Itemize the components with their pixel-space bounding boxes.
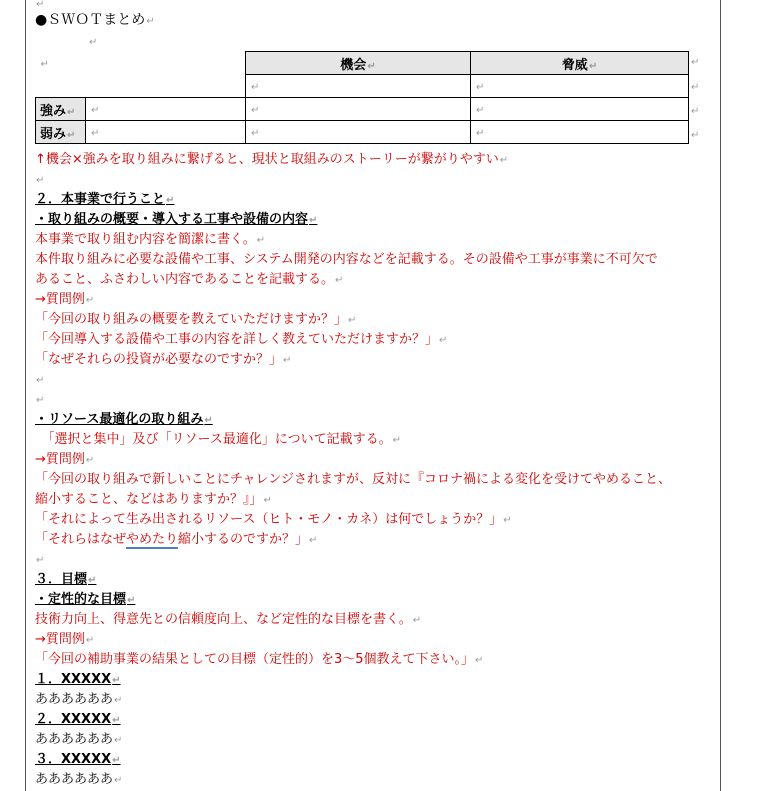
question-line: 「それによって生み出されるリソース（ヒト・モノ・カネ）は何でしょうか？」↵ bbox=[35, 512, 512, 527]
table-cell: ↵ bbox=[471, 98, 689, 121]
weakness-row-header: 弱み↵ bbox=[36, 121, 86, 144]
paragraph-mark: ↵ bbox=[36, 375, 45, 386]
threat-header: 脅威↵ bbox=[471, 52, 689, 75]
section2-heading: ２．本事業で行うこと↵ bbox=[35, 192, 175, 207]
question-line: 「今回の取り組みの概要を教えていただけますか？」↵ bbox=[35, 312, 357, 327]
row-end-mark: ↵ bbox=[691, 57, 700, 68]
question-line: 縮小すること、などはありますか？』」↵ bbox=[35, 492, 272, 507]
row-end-mark: ↵ bbox=[691, 106, 700, 117]
body-line: 技術力向上、得意先との信頼度向上、など定性的な目標を書く。↵ bbox=[35, 612, 422, 627]
goal-item-label: ３．XXXXX↵ bbox=[35, 752, 121, 767]
document-page bbox=[25, 0, 721, 791]
body-line: 本事業で取り組む内容を簡潔に書く。↵ bbox=[35, 232, 266, 247]
section3-sub1-heading: ・定性的な目標↵ bbox=[35, 592, 136, 607]
question-line: 「今回導入する設備や工事の内容を詳しく教えていただけますか？」↵ bbox=[35, 332, 448, 347]
body-line: あること、ふさわしい内容であることを記載する。↵ bbox=[35, 272, 344, 287]
table-cell: ↵ bbox=[471, 121, 689, 144]
question-line: 「なぜそれらの投資が必要なのですか？」↵ bbox=[35, 352, 292, 367]
body-line: 本件取り組みに必要な設備や工事、システム開発の内容などを記載する。その設備や工事が事業に不可欠で bbox=[35, 252, 658, 267]
row-end-mark: ↵ bbox=[691, 82, 700, 93]
strength-row-header: 強み↵ bbox=[36, 98, 86, 121]
paragraph-mark: ↵ bbox=[36, 175, 45, 186]
paragraph-mark: ↵ bbox=[36, 555, 45, 566]
table-cell: ↵ bbox=[246, 98, 471, 121]
question-line: 「今回の取り組みで新しいことにチャレンジされますが、反対に『コロナ禍による変化を受けてやめること、 bbox=[35, 472, 671, 487]
goal-item-label: ２．XXXXX↵ bbox=[35, 712, 121, 727]
swot-table: ↵ 機会↵ 脅威↵ ↵ ↵ 強み↵ ↵ ↵ ↵ 弱み↵ ↵ ↵ ↵ bbox=[35, 51, 689, 144]
opportunity-header: 機会↵ bbox=[246, 52, 471, 75]
table-cell: ↵ bbox=[246, 121, 471, 144]
table-cell: ↵ bbox=[471, 75, 689, 98]
question-example-label: →質問例↵ bbox=[35, 292, 95, 307]
table-cell: ↵ bbox=[86, 121, 246, 144]
goal-item-text: ああああああ↵ bbox=[35, 692, 123, 707]
goal-item-text: ああああああ↵ bbox=[35, 732, 123, 747]
body-line: 「選択と集中」及び「リソース最適化」について記載する。↵ bbox=[35, 432, 401, 447]
paragraph-mark: ↵ bbox=[36, 395, 45, 406]
paragraph-mark: ↵ bbox=[89, 37, 98, 48]
question-example-label: →質問例↵ bbox=[35, 632, 95, 647]
table-cell: ↵ bbox=[86, 98, 246, 121]
section3-heading: ３．目標↵ bbox=[35, 572, 97, 587]
swot-title: ●ＳＷＯＴまとめ↵ bbox=[35, 12, 155, 28]
spellcheck-mark[interactable]: やめたり bbox=[126, 532, 179, 547]
question-line: 「今回の補助事業の結果としての目標（定性的）を3～5個教えて下さい。」↵ bbox=[35, 652, 484, 667]
goal-item-text: ああああああ↵ bbox=[35, 772, 123, 787]
section2-sub1-heading: ・取り組みの概要・導入する工事や設備の内容↵ bbox=[35, 212, 318, 227]
paragraph-mark: ↵ bbox=[36, 0, 45, 10]
swot-note: ↑機会×強みを取り組みに繋げると、現状と取組みのストーリーが繋がりやすい↵ bbox=[35, 152, 509, 167]
question-example-label: →質問例↵ bbox=[35, 452, 95, 467]
question-line: 「それらはなぜやめたり縮小するのですか？」↵ bbox=[35, 532, 318, 547]
section2-sub2-heading: ・リソース最適化の取り組み↵ bbox=[35, 412, 213, 427]
table-cell: ↵ bbox=[246, 75, 471, 98]
row-end-mark: ↵ bbox=[691, 130, 700, 141]
goal-item-label: １．XXXXX↵ bbox=[35, 672, 121, 687]
